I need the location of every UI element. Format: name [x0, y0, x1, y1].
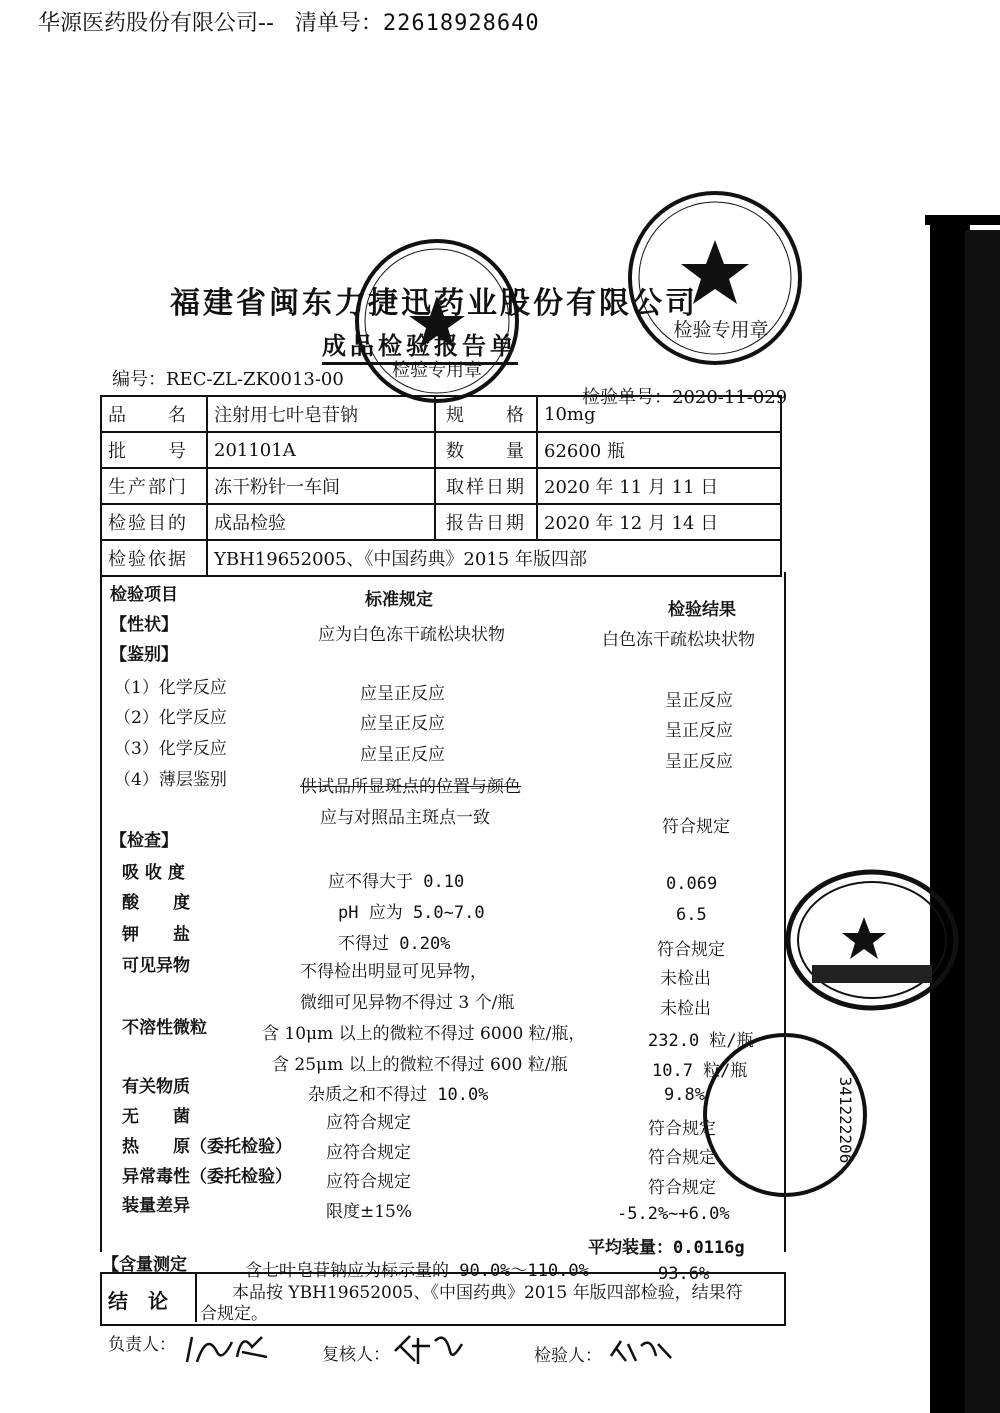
svg-text:检验专用章: 检验专用章	[673, 319, 769, 341]
dept-label: 生产部门	[101, 468, 207, 504]
reviewer-signature	[390, 1326, 470, 1366]
header-list-number: 22618928640	[382, 11, 540, 36]
conclusion-text-1: 本品按 YBH19652005、《中国药典》2015 年版四部检验，结果符	[232, 1283, 743, 1303]
spec-value: 10mg	[537, 396, 781, 432]
batch-label: 批 号	[101, 432, 207, 468]
report-date-label: 报告日期	[435, 504, 537, 540]
check-pyrogen-item: 热 原（委托检验）	[122, 1137, 292, 1157]
check-visible-standard-2: 微细可见异物不得过 3 个/瓶	[300, 993, 515, 1013]
table-row	[101, 504, 781, 540]
scan-edge-bar	[930, 220, 970, 1413]
check-visible-result: 未检出	[660, 969, 711, 989]
ident-4-standard: 供试品所显斑点的位置与颜色	[300, 777, 521, 797]
check-toxicity-standard: 应符合规定	[326, 1172, 411, 1192]
ident-1-result: 呈正反应	[665, 691, 733, 711]
appearance-result: 白色冻干疏松块状物	[602, 630, 755, 650]
ident-1-item: （1）化学反应	[114, 678, 227, 698]
col-item-header: 检验项目	[110, 585, 178, 605]
check-visible-item: 可见异物	[122, 956, 190, 976]
reviewer-label: 复核人：	[322, 1345, 390, 1365]
check-acidity-result: 6.5	[676, 905, 707, 925]
check-acidity-item: 酸 度	[122, 893, 190, 913]
ident-4-item: （4）薄层鉴别	[114, 770, 227, 790]
purpose-label: 检验目的	[101, 504, 207, 540]
ident-2-item: （2）化学反应	[114, 708, 227, 728]
check-sterile-result: 符合规定	[648, 1119, 716, 1139]
check-particles-result: 232.0 粒/瓶	[648, 1031, 754, 1051]
svg-text:检验专用章: 检验专用章	[392, 360, 482, 381]
info-table	[100, 395, 782, 577]
ident-3-result: 呈正反应	[665, 752, 733, 772]
check-sterile-standard: 应符合规定	[326, 1113, 411, 1133]
basis-value: YBH19652005、《中国药典》2015 年版四部	[207, 540, 781, 576]
ident-2-standard: 应呈正反应	[360, 714, 445, 734]
check-potassium-standard: 不得过 0.20%	[338, 934, 451, 954]
qty-value: 62600 瓶	[537, 432, 781, 468]
doc-number: 编号：REC-ZL-ZK0013-00	[112, 369, 344, 390]
assay-standard: 含七叶皂苷钠应为标示量的 90.0%～110.0%	[245, 1261, 589, 1281]
spec-label: 规 格	[435, 396, 537, 432]
section-identification: 【鉴别】	[110, 645, 178, 665]
section-assay: 【含量测定	[102, 1255, 187, 1275]
check-toxicity-item: 异常毒性（委托检验）	[122, 1167, 292, 1187]
col-result-header: 检验结果	[668, 600, 736, 620]
sample-date-label: 取样日期	[435, 468, 537, 504]
section-appearance: 【性状】	[110, 615, 178, 635]
appearance-standard: 应为白色冻干疏松块状物	[318, 625, 505, 645]
inspector-label: 检验人：	[534, 1346, 602, 1366]
conclusion-label: 结 论	[108, 1289, 168, 1313]
avg-fill: 平均装量：0.0116g	[588, 1238, 745, 1258]
dept-value: 冻干粉针一车间	[207, 468, 435, 504]
product-value: 注射用七叶皂苷钠	[207, 396, 435, 432]
check-absorbance-item: 吸 收 度	[122, 863, 185, 883]
inspection-number: 检验单号：2020-11-029	[582, 387, 788, 408]
check-related-item: 有关物质	[122, 1077, 190, 1097]
scan-edge-bar-outer	[965, 230, 1000, 1413]
check-potassium-item: 钾 盐	[122, 925, 190, 945]
check-related-result: 9.8%	[664, 1085, 705, 1105]
check-acidity-standard: pH 应为 5.0~7.0	[338, 903, 485, 923]
check-related-standard: 杂质之和不得过 10.0%	[308, 1085, 489, 1105]
table-row	[101, 468, 781, 504]
check-visible-result-2: 未检出	[660, 999, 711, 1019]
inspector-signature	[606, 1336, 676, 1366]
col-standard-header: 标准规定	[365, 590, 433, 610]
responsible-label: 负责人：	[108, 1335, 176, 1355]
check-particles-result-2: 10.7 粒/瓶	[652, 1061, 748, 1081]
check-absorbance-standard: 应不得大于 0.10	[328, 872, 465, 892]
ident-1-standard: 应呈正反应	[360, 684, 445, 704]
section-check: 【检查】	[110, 831, 178, 851]
ident-3-standard: 应呈正反应	[360, 745, 445, 765]
conclusion-divider	[195, 1272, 197, 1322]
sample-date-value: 2020 年 11 月 11 日	[537, 468, 781, 504]
ident-3-item: （3）化学反应	[114, 739, 227, 759]
report-date-value: 2020 年 12 月 14 日	[537, 504, 781, 540]
check-potassium-result: 符合规定	[657, 940, 725, 960]
oval-stamp	[782, 865, 962, 1015]
basis-label: 检验依据	[101, 540, 207, 576]
check-pyrogen-result: 符合规定	[648, 1148, 716, 1168]
table-row	[101, 396, 781, 432]
check-fill-standard: 限度±15%	[326, 1202, 413, 1222]
check-absorbance-result: 0.069	[666, 874, 718, 894]
conclusion-text-2: 合规定。	[200, 1304, 268, 1324]
check-sterile-item: 无 菌	[122, 1107, 190, 1127]
ident-4-standard-2: 应与对照品主斑点一致	[320, 808, 490, 828]
assay-result: 93.6%	[658, 1264, 710, 1284]
ident-2-result: 呈正反应	[665, 721, 733, 741]
company-name: 福建省闽东力捷迅药业股份有限公司	[170, 286, 698, 321]
header-list-label: 清单号：	[294, 11, 383, 36]
table-row	[101, 540, 781, 576]
check-visible-standard: 不得检出明显可见异物，	[300, 962, 487, 982]
header-line	[38, 6, 540, 37]
header-company: 华源医药股份有限公司--	[38, 11, 274, 36]
svg-text:341222206: 341222206	[836, 1076, 855, 1164]
check-fill-result: -5.2%~+6.0%	[617, 1204, 730, 1224]
doc-title: 成品检验报告单	[322, 326, 518, 361]
table-row	[101, 432, 781, 468]
ident-4-result: 符合规定	[662, 817, 730, 837]
qty-label: 数 量	[435, 432, 537, 468]
purpose-value: 成品检验	[207, 504, 435, 540]
responsible-signature	[182, 1322, 272, 1372]
product-label: 品 名	[101, 396, 207, 432]
check-particles-standard: 含 10μm 以上的微粒不得过 6000 粒/瓶，	[262, 1024, 586, 1044]
batch-value: 201101A	[207, 432, 435, 468]
check-pyrogen-standard: 应符合规定	[326, 1143, 411, 1163]
check-toxicity-result: 符合规定	[648, 1178, 716, 1198]
check-particles-item: 不溶性微粒	[122, 1018, 207, 1038]
check-fill-item: 装量差异	[122, 1196, 190, 1216]
check-particles-standard-2: 含 25μm 以上的微粒不得过 600 粒/瓶	[272, 1055, 568, 1075]
